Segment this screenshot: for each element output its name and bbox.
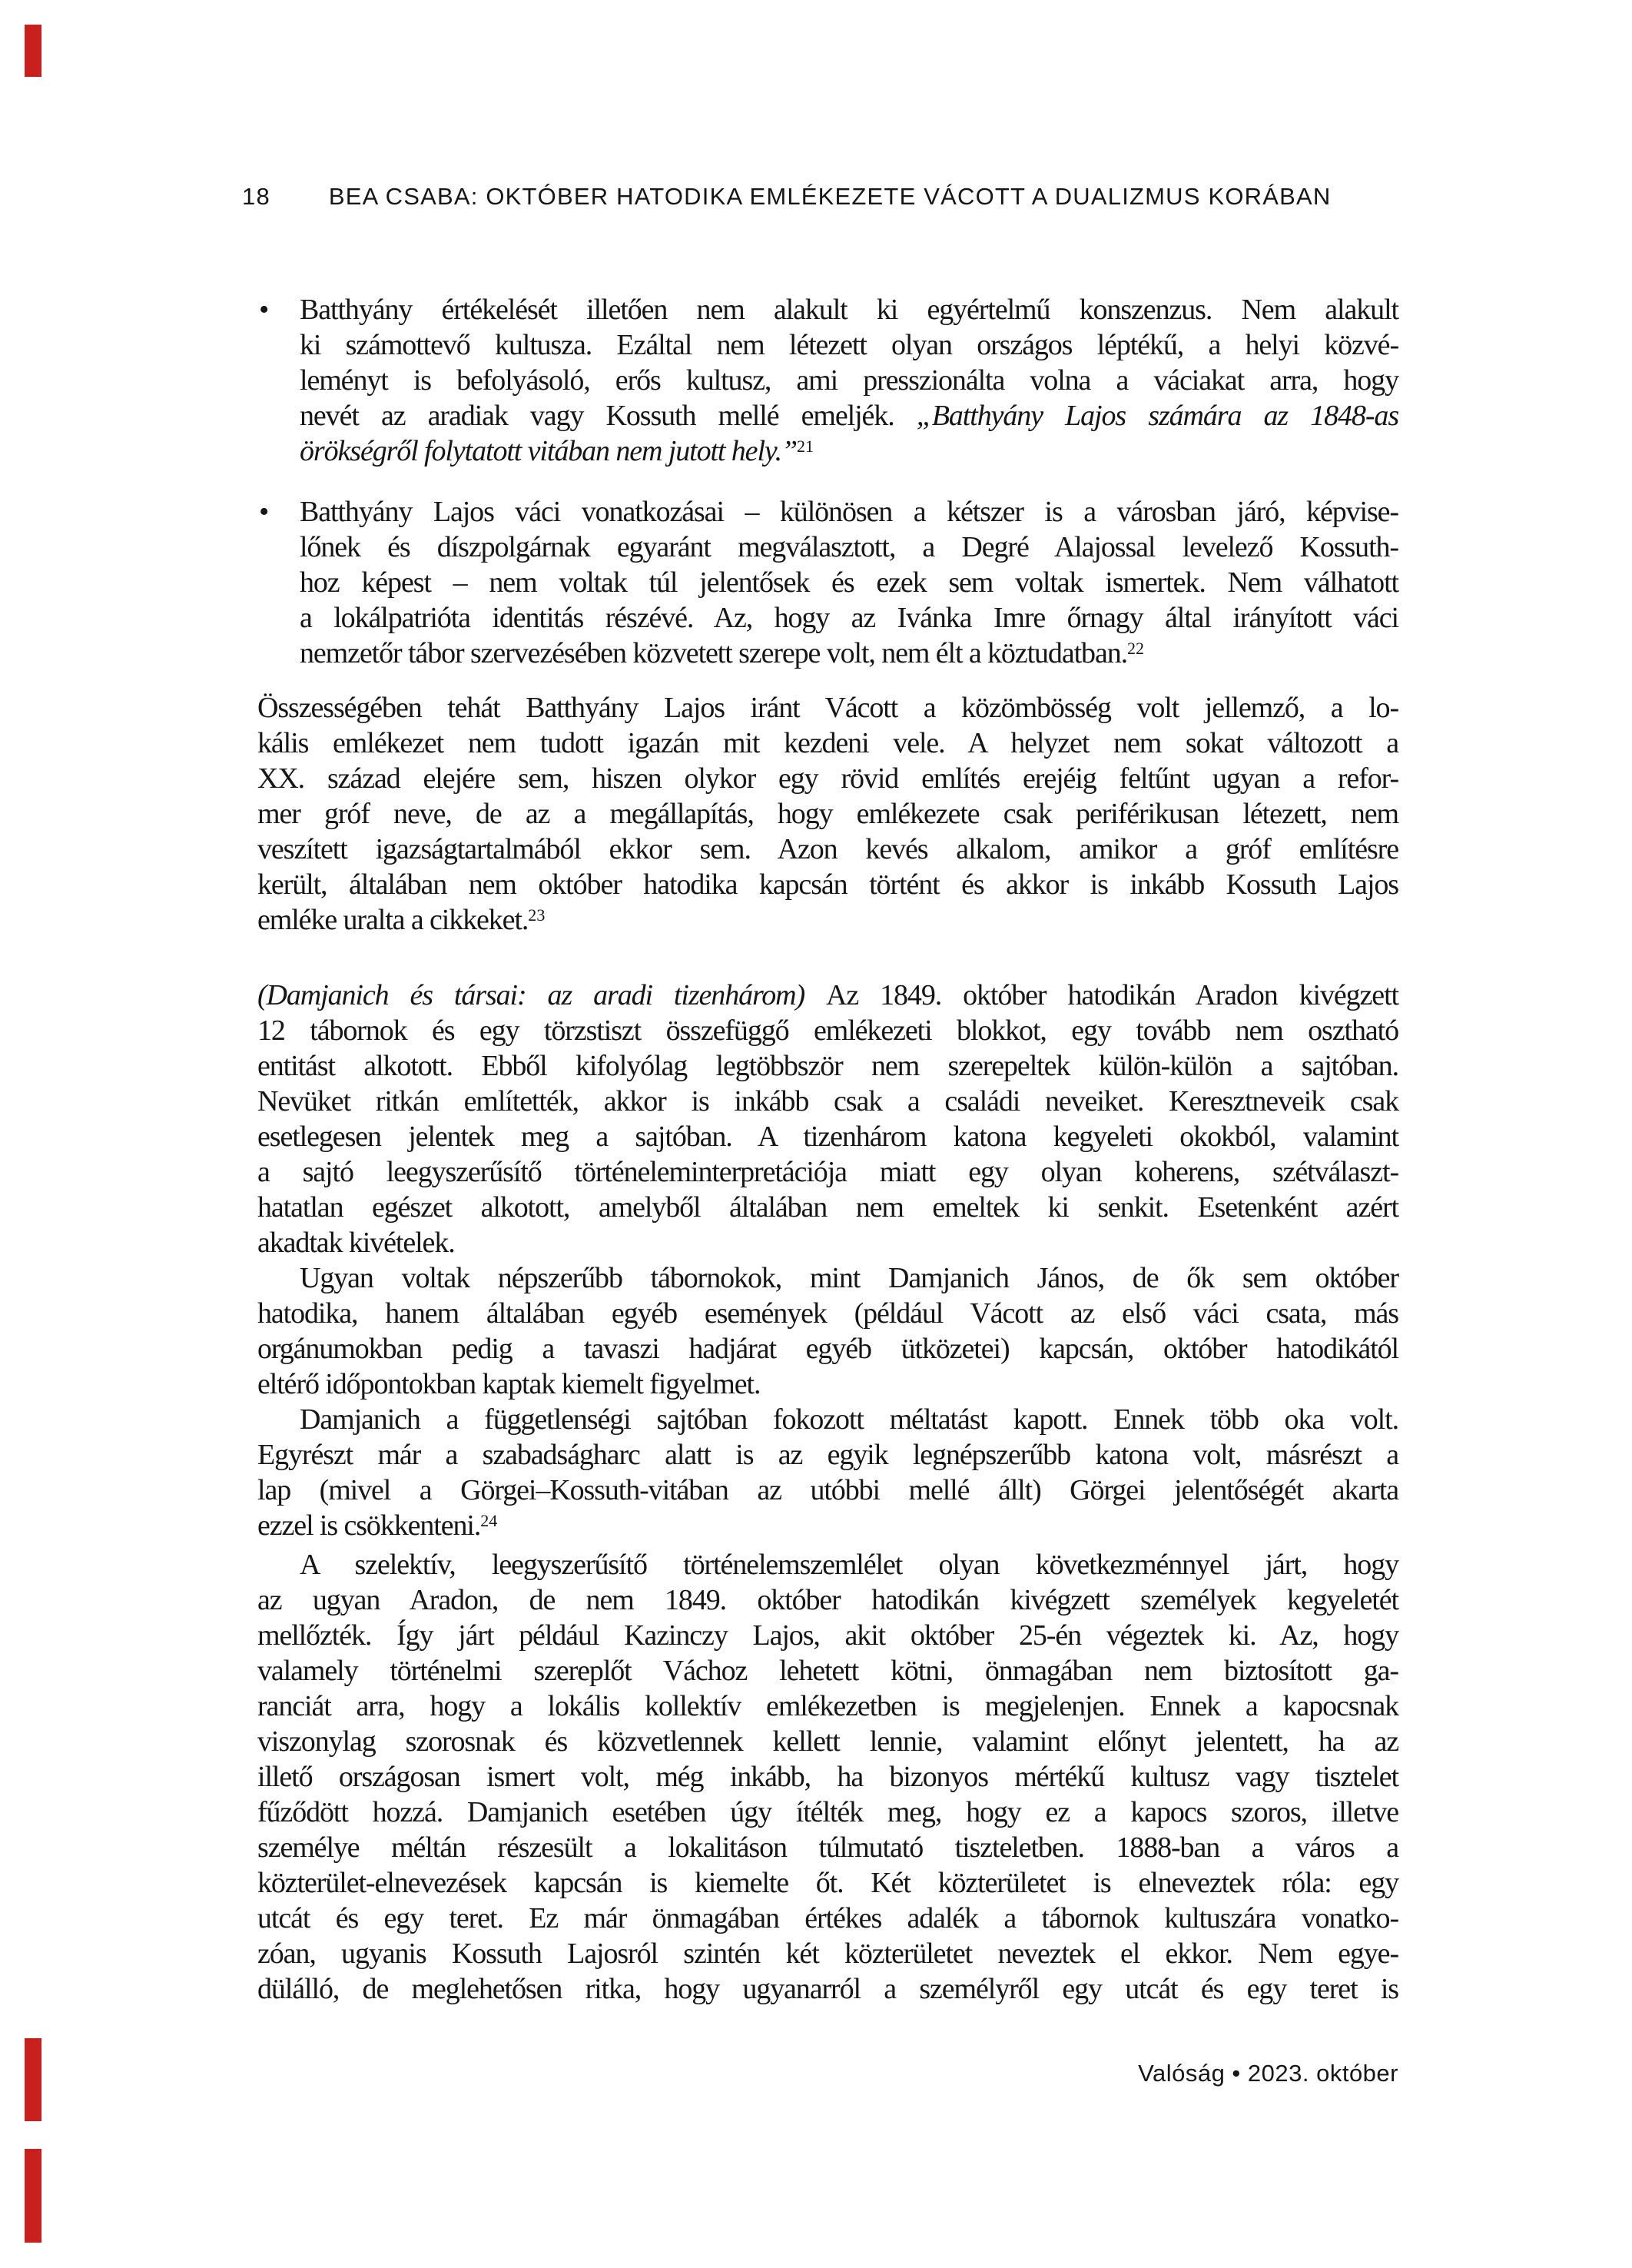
text-line: került, általában nem október hatodika kapcsán történt és akkor is inkább Kossuth Lajos (257, 868, 1398, 901)
text-line: fűződött hozzá. Damjanich esetében úgy ítélték meg, hogy ez a kapocs szoros, illetve (257, 1796, 1398, 1828)
text-line: illető országosan ismert volt, még inkább, ha bizonyos mértékű kultusz vagy tisztelet (257, 1761, 1398, 1793)
text-line: viszonylag szorosnak és közvetlennek kellett lennie, valamint előnyt jelentett, ha az (257, 1725, 1398, 1758)
footnote-ref: 21 (797, 437, 814, 457)
text-line: akadtak kivételek. (257, 1227, 455, 1259)
text-line: Összességében tehát Batthyány Lajos iránt Vácott a közömbösség volt jellemző, a lo- (257, 692, 1398, 724)
text-line: a lokálpatrióta identitás részévé. Az, hogy az Ivánka Imre őrnagy által irányított váci (300, 602, 1398, 634)
text-line: Nevüket ritkán említették, akkor is inkább csak a családi neveiket. Keresztneveik csak (257, 1085, 1398, 1117)
paragraph (257, 1547, 1398, 2007)
paragraph (257, 1260, 1398, 1402)
running-title: BEA CSABA: OKTÓBER HATODIKA EMLÉKEZETE VÁCOTT A DUALIZMUS KORÁBAN (328, 183, 1332, 210)
page-footer (257, 2060, 1398, 2087)
text-line: hatatlan egészet alkotott, amelyből általában nem emeltek ki senkit. Esetenként azért (257, 1191, 1398, 1224)
text-line: ranciát arra, hogy a lokális kollektív emlékezetben is megjelenjen. Ennek a kapocsnak (257, 1690, 1398, 1722)
text-line: személye méltán részesült a lokalitáson túlmutató tiszteletben. 1888-ban a város a (257, 1831, 1398, 1864)
text-line: eltérő időpontokban kaptak kiemelt figyelmet. (257, 1368, 761, 1400)
text-line: kális emlékezet nem tudott igazán mit kezdeni vele. A helyzet nem sokat változott a (257, 727, 1398, 759)
text-line: hatodika, hanem általában egyéb események (például Vácott az első váci csata, más (257, 1297, 1398, 1330)
scan-artifact (25, 2038, 41, 2121)
text-line: Damjanich a függetlenségi sajtóban fokozott méltatást kapott. Ennek több oka volt. (300, 1403, 1398, 1436)
text-line: örökségről folytatott vitában nem jutott hely.”$^{21}$ (300, 435, 814, 467)
paragraph (257, 978, 1398, 1260)
text-line: a sajtó leegyszerűsítő történeleminterpretációja miatt egy olyan koherens, szétválaszt- (257, 1156, 1398, 1188)
bullet-paragraph (257, 292, 1398, 473)
paragraph (257, 690, 1398, 941)
text-line: (Damjanich és társai: az aradi tizenhárom) Az 1849. október hatodikán Aradon kivégzett (257, 979, 1398, 1011)
bullet-icon: • (259, 294, 270, 326)
text-line: emléke uralta a cikkeket.$^{23}$ (257, 904, 546, 936)
text-line: nevét az aradiak vagy Kossuth mellé emeljék. „Batthyány Lajos számára az 1848-as (300, 400, 1399, 432)
text-line: mer gróf neve, de az a megállapítás, hogy emlékezete csak periférikusan létezett, nem (257, 798, 1398, 830)
footnote-ref: 22 (1127, 639, 1145, 659)
text-line: valamely történelmi szereplőt Váchoz lehetett kötni, önmagában nem biztosított ga- (257, 1655, 1398, 1687)
text-line: közterület-elnevezések kapcsán is kiemelte őt. Két közterületet is elneveztek róla: egy (257, 1867, 1398, 1899)
text-line: ki számottevő kultusza. Ezáltal nem létezett olyan országos léptékű, a helyi közvé- (300, 329, 1398, 361)
text-line: Batthyány értékelését illetően nem alakult ki egyértelmű konszenzus. Nem alakult (300, 294, 1398, 326)
text-line: Batthyány Lajos váci vonatkozásai – különösen a kétszer is a városban járó, képvise- (300, 496, 1398, 528)
text-line: Ugyan voltak népszerűbb tábornokok, mint Damjanich János, de ők sem október (300, 1262, 1398, 1294)
text-line: orgánumokban pedig a tavaszi hadjárat egyéb ütközetei) kapcsán, október hatodikától (257, 1333, 1398, 1365)
scan-artifact (25, 25, 41, 77)
bullet-icon: • (259, 496, 270, 528)
text-line: entitást alkotott. Ebből kifolyólag legtöbbször nem szerepeltek külön-külön a sajtóban. (257, 1050, 1398, 1082)
text-line: zóan, ugyanis Kossuth Lajosról szintén két közterületet neveztek el ekkor. Nem egye- (257, 1938, 1398, 1970)
text-line: utcát és egy teret. Ez már önmagában értékes adalék a tábornok kultuszára vonatko- (257, 1902, 1398, 1934)
footnote-ref: 23 (528, 905, 546, 925)
text-line: 12 tábornok és egy törzstiszt összefüggő emlékezeti blokkot, egy tovább nem osztható (257, 1014, 1398, 1047)
page-header (242, 183, 1398, 211)
text-line: dülálló, de meglehetősen ritka, hogy ugyanarról a személyről egy utcát és egy teret is (257, 1973, 1398, 2005)
text-line: az ugyan Aradon, de nem 1849. október hatodikán kivégzett személyek kegyeletét (257, 1584, 1398, 1616)
text-line: lőnek és díszpolgárnak egyaránt megválasztott, a Degré Alajossal levelező Kossuth- (300, 531, 1398, 563)
text-line: nemzetőr tábor szervezésében közvetett szerepe volt, nem élt a köztudatban.$^{22}$ (300, 637, 1145, 669)
text-line: veszített igazságtartalmából ekkor sem. Azon kevés alkalom, amikor a gróf említésre (257, 833, 1398, 865)
page-number: 18 (242, 183, 270, 210)
text-line: XX. század elejére sem, hiszen olykor egy rövid említés erejéig feltűnt ugyan a refor- (257, 762, 1398, 795)
text-line: ezzel is csökkenteni.$^{24}$ (257, 1509, 498, 1542)
article-body (257, 292, 1398, 2007)
text-line: leményt is befolyásoló, erős kultusz, ami presszionálta volna a váciakat arra, hogy (300, 364, 1398, 397)
paragraph (257, 1402, 1398, 1547)
text-line: Egyrészt már a szabadságharc alatt is az egyik legnépszerűbb katona volt, másrészt a (257, 1439, 1398, 1471)
scan-artifact (25, 2149, 41, 2243)
bullet-paragraph (257, 494, 1398, 675)
text-line: mellőzték. Így járt például Kazinczy Lajos, akit október 25-én végeztek ki. Az, hogy (257, 1619, 1398, 1652)
text-line: A szelektív, leegyszerűsítő történelemszemlélet olyan következménnyel járt, hogy (300, 1549, 1398, 1581)
text-line: hoz képest – nem voltak túl jelentősek és ezek sem voltak ismertek. Nem válhatott (300, 566, 1398, 599)
text-line: lap (mivel a Görgei–Kossuth-vitában az utóbbi mellé állt) Görgei jelentőségét akarta (257, 1474, 1398, 1506)
footer-text: Valóság • 2023. október (1138, 2060, 1398, 2087)
footnote-ref: 24 (480, 1511, 498, 1531)
text-line: esetlegesen jelentek meg a sajtóban. A tizenhárom katona kegyeleti okokból, valamint (257, 1121, 1398, 1153)
